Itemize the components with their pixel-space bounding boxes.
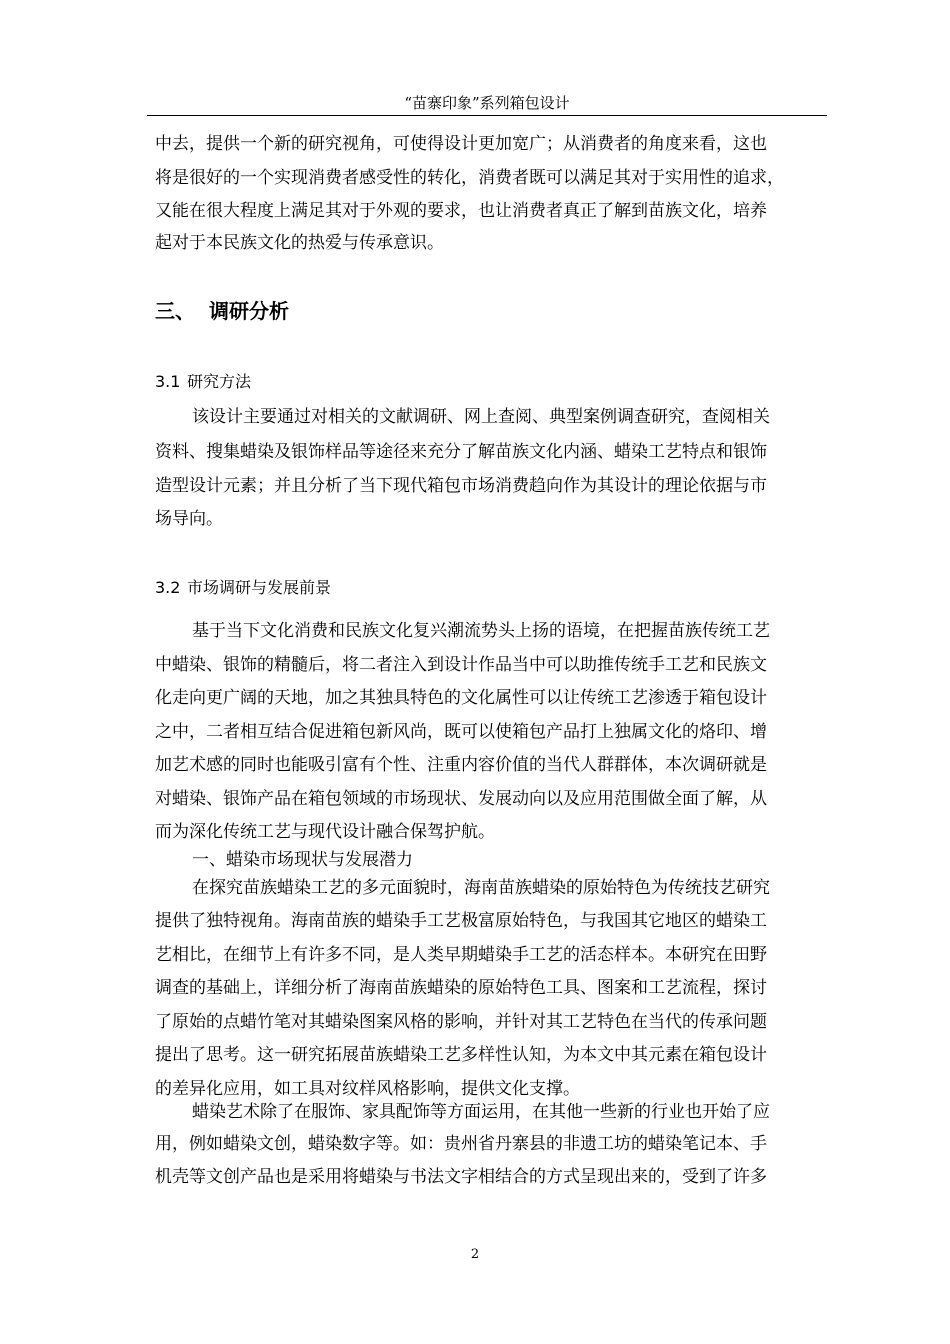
paragraph-subheading: 一、蜡染市场现状与发展潜力 xyxy=(192,850,413,870)
body-line: 对蜡染、银饰产品在箱包领域的市场现状、发展动向以及应用范围做全面了解，从 xyxy=(155,789,767,809)
body-line: 蜡染艺术除了在服饰、家具配饰等方面运用，在其他一些新的行业也开始了应 xyxy=(192,1102,770,1122)
page-number: 2 xyxy=(470,1247,480,1262)
body-line: 该设计主要通过对相关的文献调研、网上查阅、典型案例调查研究，查阅相关 xyxy=(192,407,770,427)
body-line: 调查的基础上，详细分析了海南苗族蜡染的原始特色工具、图案和工艺流程，探讨 xyxy=(155,978,767,998)
body-line: 在探究苗族蜡染工艺的多元面貌时，海南苗族蜡染的原始特色为传统技艺研究 xyxy=(192,878,770,898)
body-line: 资料、搜集蜡染及银饰样品等途径来充分了解苗族文化内涵、蜡染工艺特点和银饰 xyxy=(155,442,767,462)
body-line: 造型设计元素；并且分析了当下现代箱包市场消费趋向作为其设计的理论依据与市 xyxy=(155,476,767,496)
section-heading xyxy=(155,297,289,325)
body-line: 化走向更广阔的天地，加之其独具特色的文化属性可以让传统工艺渗透于箱包设计 xyxy=(155,688,767,708)
body-line: 之中，二者相互结合促进箱包新风尚，既可以使箱包产品打上独属文化的烙印、增 xyxy=(155,722,767,742)
body-line: 提供了独特视角。海南苗族的蜡染手工艺极富原始特色，与我国其它地区的蜡染工 xyxy=(155,911,767,931)
body-line: 的差异化应用，如工具对纹样风格影响，提供文化支撑。 xyxy=(155,1079,580,1099)
body-line: 加艺术感的同时也能吸引富有个性、注重内容价值的当代人群群体，本次调研就是 xyxy=(155,755,767,775)
subsection-number: 3.1 xyxy=(155,372,181,391)
body-line: 起对于本民族文化的热爱与传承意识。 xyxy=(155,233,444,253)
body-line: 而为深化传统工艺与现代设计融合保驾护航。 xyxy=(155,822,495,842)
subsection-heading xyxy=(155,370,251,394)
body-line: 机壳等文创产品也是采用将蜡染与书法文字相结合的方式呈现出来的，受到了许多 xyxy=(155,1167,767,1187)
header-rule xyxy=(147,115,827,116)
body-line: 中去，提供一个新的研究视角，可使得设计更加宽广；从消费者的角度来看，这也 xyxy=(155,134,767,154)
subsection-title: 研究方法 xyxy=(187,372,252,391)
body-line: 提出了思考。这一研究拓展苗族蜡染工艺多样性认知，为本文中其元素在箱包设计 xyxy=(155,1045,767,1065)
subsection-heading xyxy=(155,576,331,600)
body-line: 将是很好的一个实现消费者感受性的转化，消费者既可以满足其对于实用性的追求， xyxy=(155,168,784,188)
body-line: 中蜡染、银饰的精髓后，将二者注入到设计作品当中可以助推传统手工艺和民族文 xyxy=(155,655,767,675)
subsection-title: 市场调研与发展前景 xyxy=(187,578,332,597)
running-header: “苗寨印象”系列箱包设计 xyxy=(404,94,570,112)
section-title: 调研分析 xyxy=(209,299,289,323)
body-line: 场导向。 xyxy=(155,509,223,529)
subsection-number: 3.2 xyxy=(155,578,181,597)
body-line: 基于当下文化消费和民族文化复兴潮流势头上扬的语境，在把握苗族传统工艺 xyxy=(192,621,770,641)
body-line: 艺相比，在细节上有许多不同，是人类早期蜡染手工艺的活态样本。本研究在田野 xyxy=(155,945,767,965)
body-line: 又能在很大程度上满足其对于外观的要求，也让消费者真正了解到苗族文化，培养 xyxy=(155,201,767,221)
body-line: 了原始的点蜡竹笔对其蜡染图案风格的影响，并针对其工艺特色在当代的传承问题 xyxy=(155,1012,767,1032)
body-line: 用，例如蜡染文创，蜡染数字等。如：贵州省丹寨县的非遗工坊的蜡染笔记本、手 xyxy=(155,1134,767,1154)
section-number: 三、 xyxy=(155,299,195,323)
